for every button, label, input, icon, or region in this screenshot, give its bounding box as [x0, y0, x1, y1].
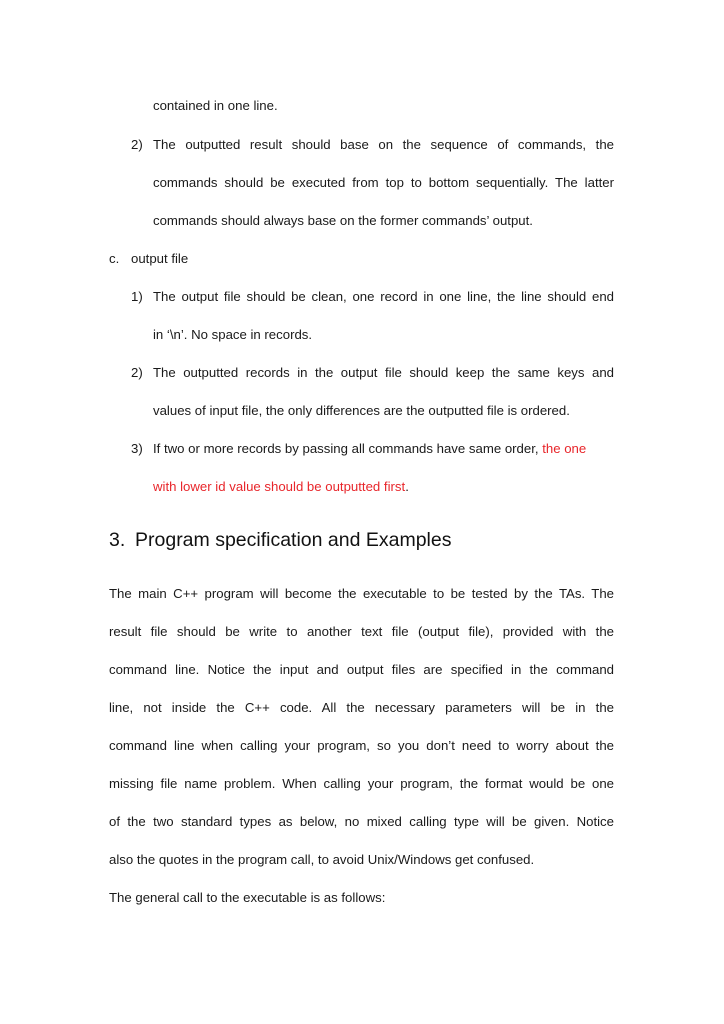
item-c3-text-highlight-2: with lower id value should be outputted first — [153, 479, 406, 494]
paragraph-line-4: line, not inside the C++ code. All the necessary parameters will be in the — [109, 700, 614, 715]
paragraph-line-3: command line. Notice the input and output files are specified in the command — [109, 662, 614, 677]
item-b2-line-1: The outputted result should base on the sequence of commands, the — [153, 137, 614, 152]
paragraph-line-1: The main C++ program will become the executable to be tested by the TAs. The — [109, 586, 614, 601]
item-c3-line-2 — [153, 479, 409, 495]
paragraph-line-7: of the two standard types as below, no mixed calling type will be given. Notice — [109, 814, 614, 829]
section-3-heading — [109, 528, 452, 552]
closing-line: The general call to the executable is as follows: — [109, 890, 386, 905]
paragraph-line-8: also the quotes in the program call, to avoid Unix/Windows get confused. — [109, 852, 535, 867]
item-c3-marker: 3) — [131, 441, 143, 456]
paragraph-line-6: missing file name problem. When calling your program, the format would be one — [109, 776, 614, 791]
section-c-label: output file — [131, 251, 189, 266]
item-c2-line-2: values of input file, the only differences are the outputted file is ordered. — [153, 403, 570, 418]
item-c3-text-end: . — [405, 479, 409, 494]
item-c1-marker: 1) — [131, 289, 143, 304]
item-c1-line-2: in ‘\n’. No space in records. — [153, 327, 313, 342]
item-c3-line-1 — [153, 441, 614, 457]
paragraph-line-2: result file should be write to another text file (output file), provided with the — [109, 624, 614, 639]
section-3-number: 3. — [109, 529, 126, 551]
section-c-marker: c. — [109, 251, 120, 266]
section-3-title: Program specification and Examples — [135, 529, 452, 551]
item-c2-line-1: The outputted records in the output file should keep the same keys and — [153, 365, 614, 380]
item-b2-line-3: commands should always base on the former commands’ output. — [153, 213, 533, 228]
item-c2-marker: 2) — [131, 365, 143, 380]
item-c3-text-highlight: the one — [542, 441, 587, 456]
item-c1-line-1: The output file should be clean, one record in one line, the line should end — [153, 289, 614, 304]
item-b2-line-2: commands should be executed from top to bottom sequentially. The latter — [153, 175, 614, 190]
paragraph-line-5: command line when calling your program, so you don’t need to worry about the — [109, 738, 614, 753]
continuation-text: contained in one line. — [153, 98, 278, 113]
item-c3-text-plain: If two or more records by passing all commands have same order, — [153, 441, 543, 456]
item-b2-marker: 2) — [131, 137, 143, 152]
